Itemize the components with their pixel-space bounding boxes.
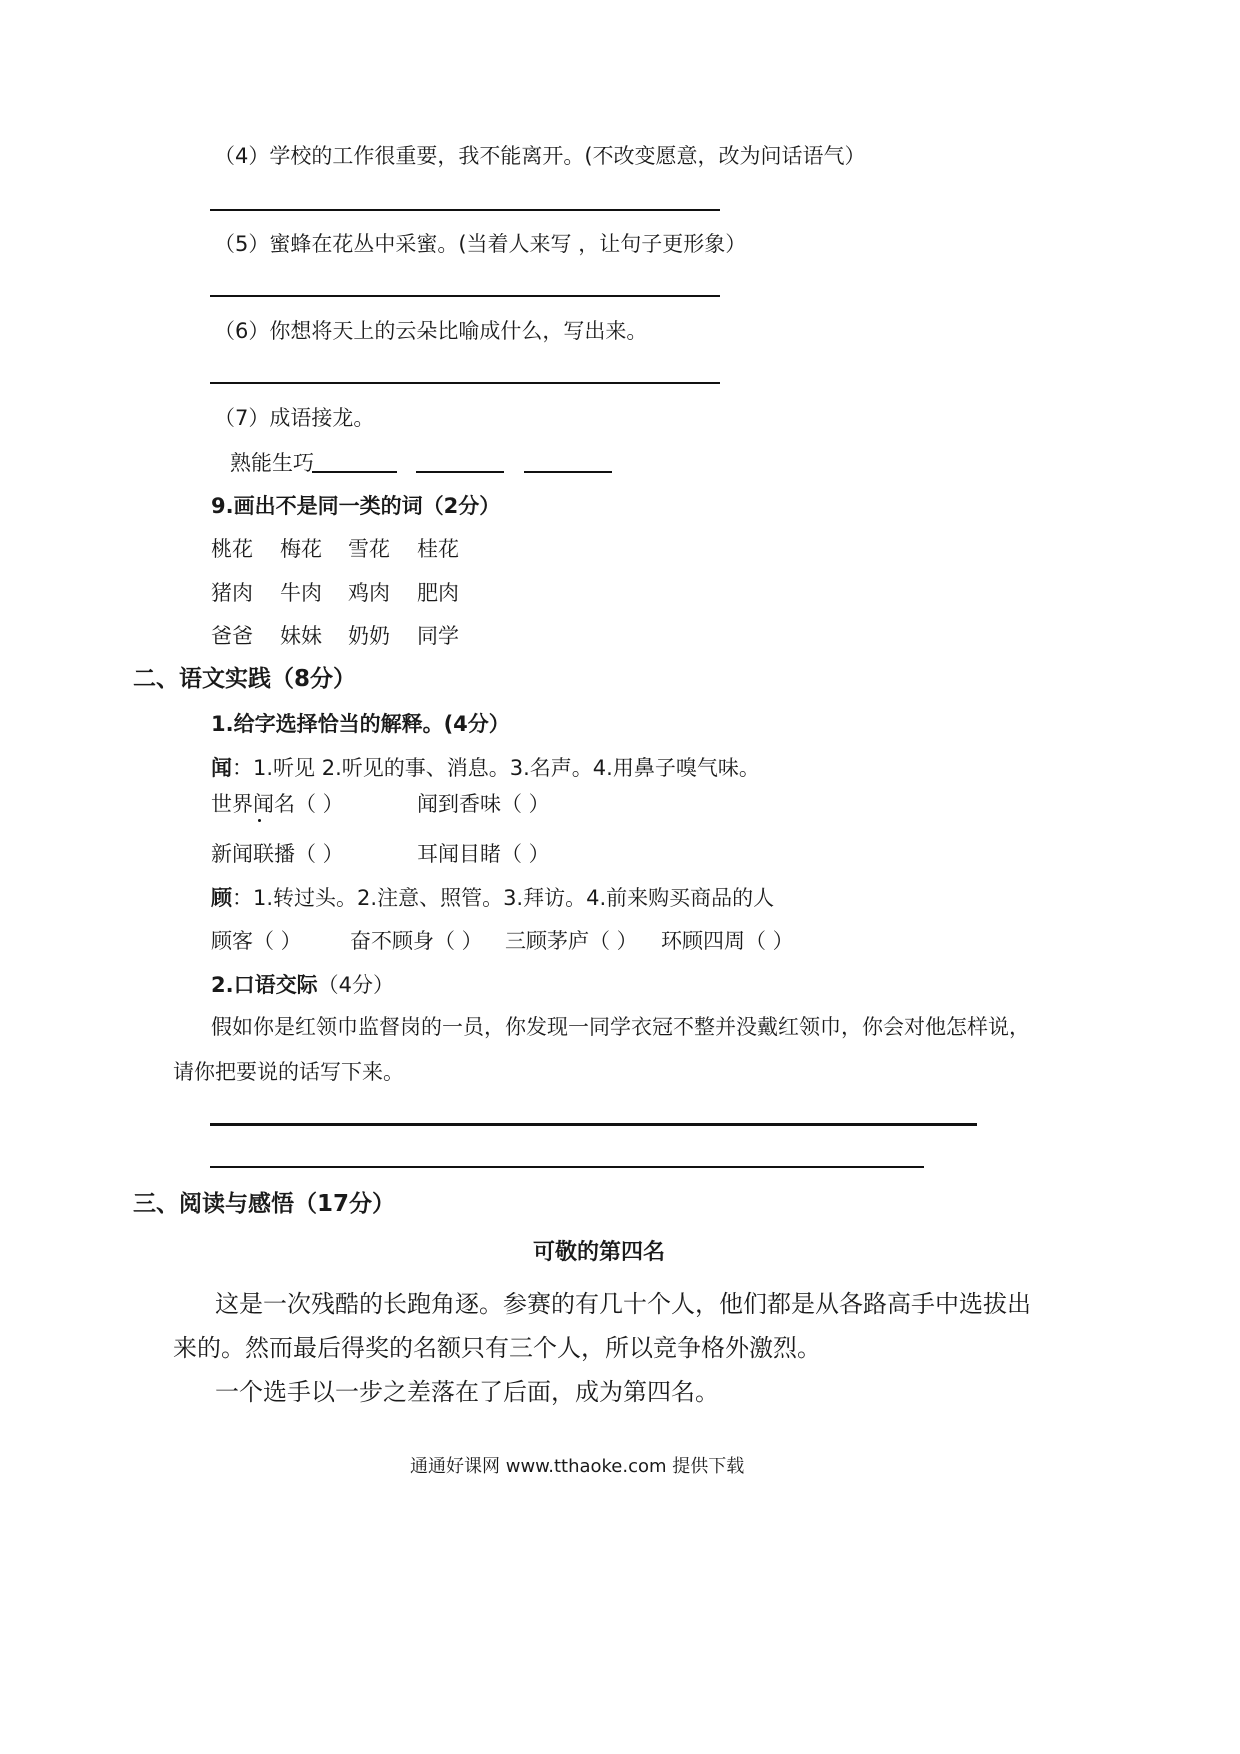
idiom-blank-3[interactable] <box>524 471 612 473</box>
answer-line-oral-1[interactable] <box>210 1123 977 1126</box>
s2-q2-prompt-1: 假如你是红领巾监督岗的一员，你发现一同学衣冠不整并没戴红领巾，你会对他怎样说， <box>211 1015 1030 1039</box>
section-3-heading: 三、阅读与感悟（17分） <box>133 1191 396 1217</box>
wen-item-2[interactable]: 闻到香味（ ） <box>417 792 550 816</box>
story-para-2: 一个选手以一步之差落在了后面，成为第四名。 <box>215 1378 719 1406</box>
wen-defs-text: ：1.听见 2.听见的事、消息。3.名声。4.用鼻子嗅气味。 <box>232 756 760 780</box>
q8-item-5: （5）蜜蜂在花丛中采蜜。(当着人来写 ，让句子更形象） <box>214 232 747 256</box>
story-para-1-line-1: 这是一次残酷的长跑角逐。参赛的有几十个人，他们都是从各路高手中选拔出 <box>215 1290 1031 1318</box>
word-item[interactable]: 同学 <box>417 624 459 648</box>
q8-item-4: （4）学校的工作很重要，我不能离开。(不改变愿意，改为问话语气） <box>214 144 866 168</box>
gu-defs-text: ：1.转过头。2.注意、照管。3.拜访。4.前来购买商品的人 <box>232 886 775 910</box>
wen-item-4[interactable]: 耳闻目睹（ ） <box>417 842 550 866</box>
word-item[interactable]: 妹妹 <box>280 624 322 648</box>
answer-line-oral-2[interactable] <box>210 1166 924 1168</box>
wen-definitions <box>211 754 760 782</box>
word-item[interactable]: 梅花 <box>280 537 322 561</box>
section-2-heading: 二、语文实践（8分） <box>133 666 357 692</box>
gu-item-1[interactable]: 顾客（ ） <box>211 929 302 953</box>
idiom-blank-1[interactable] <box>312 471 397 473</box>
answer-line-5[interactable] <box>210 295 720 297</box>
word-item[interactable]: 鸡肉 <box>348 581 390 605</box>
s2-q2-points: （4分） <box>317 973 394 997</box>
word-item[interactable]: 肥肉 <box>417 581 459 605</box>
answer-line-6[interactable] <box>210 382 720 384</box>
s2-q2-title-line <box>211 971 394 999</box>
gu-item-3[interactable]: 三顾茅庐（ ） <box>505 929 638 953</box>
word-item[interactable]: 牛肉 <box>280 581 322 605</box>
idiom-blank-2[interactable] <box>416 471 504 473</box>
word-item[interactable]: 雪花 <box>348 537 390 561</box>
s2-q1-title: 1.给字选择恰当的解释。(4分） <box>211 712 510 736</box>
word-item[interactable]: 爸爸 <box>211 624 253 648</box>
story-para-1-line-2: 来的。然而最后得奖的名额只有三个人，所以竞争格外激烈。 <box>173 1334 821 1362</box>
word-item[interactable]: 桃花 <box>211 537 253 561</box>
answer-line-4[interactable] <box>210 209 720 211</box>
page-footer: 通通好课网 www.tthaoke.com 提供下载 <box>410 1456 745 1477</box>
gu-definitions <box>211 884 774 912</box>
wen-item-1[interactable]: 世界闻名（ ） <box>211 792 344 816</box>
q8-item-6: （6）你想将天上的云朵比喻成什么，写出来。 <box>214 319 648 343</box>
emphasis-dot <box>258 819 261 822</box>
word-item[interactable]: 奶奶 <box>348 624 390 648</box>
word-item[interactable]: 猪肉 <box>211 581 253 605</box>
s2-q2-prompt-2: 请你把要说的话写下来。 <box>173 1060 404 1084</box>
gu-char: 顾 <box>211 886 232 910</box>
wen-char: 闻 <box>211 756 232 780</box>
story-title: 可敬的第四名 <box>533 1240 666 1265</box>
gu-item-4[interactable]: 环顾四周（ ） <box>661 929 794 953</box>
s2-q2-title: 2.口语交际 <box>211 973 318 997</box>
wen-item-3[interactable]: 新闻联播（ ） <box>211 842 344 866</box>
word-item[interactable]: 桂花 <box>417 537 459 561</box>
q8-item-7: （7）成语接龙。 <box>214 406 375 430</box>
gu-item-2[interactable]: 奋不顾身（ ） <box>350 929 483 953</box>
q9-title: 9.画出不是同一类的词（2分） <box>211 494 501 518</box>
idiom-start: 熟能生巧 <box>230 451 314 475</box>
